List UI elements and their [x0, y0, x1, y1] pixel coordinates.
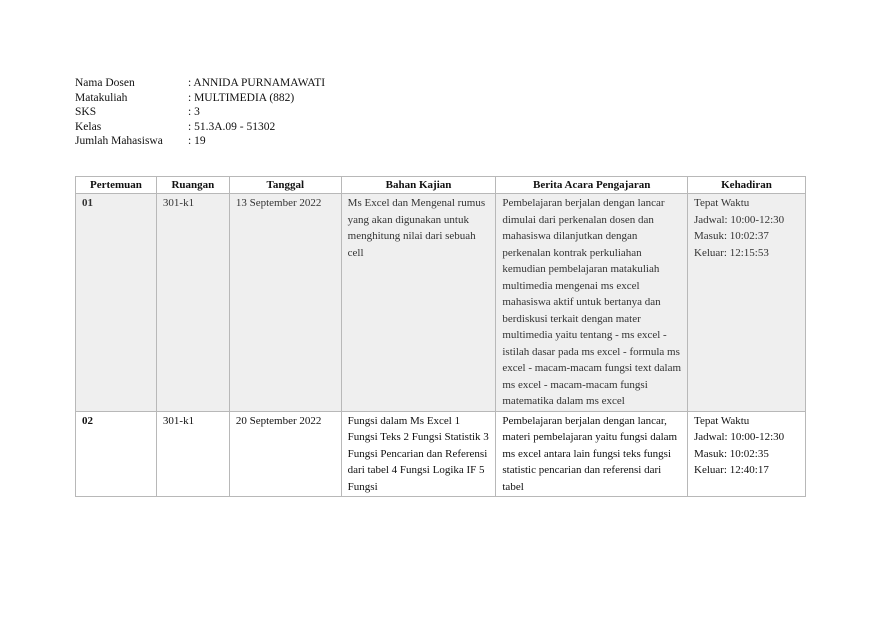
- info-label: Jumlah Mahasiswa: [75, 135, 163, 147]
- header-bahan-kajian: Bahan Kajian: [341, 177, 496, 194]
- cell-kehadiran: [688, 194, 806, 412]
- kehadiran-keluar: Keluar: 12:40:17: [694, 464, 769, 476]
- info-label: Nama Dosen: [75, 77, 135, 89]
- info-value: : 3: [188, 106, 200, 118]
- header-kehadiran: Kehadiran: [688, 177, 806, 194]
- info-row-matakuliah: [75, 91, 325, 106]
- header-berita-acara: Berita Acara Pengajaran: [496, 177, 688, 194]
- cell-tanggal: 20 September 2022: [229, 411, 341, 496]
- cell-ruangan: 301-k1: [156, 194, 229, 412]
- kehadiran-jadwal: Jadwal: 10:00-12:30: [694, 213, 785, 226]
- info-value: : ANNIDA PURNAMAWATI: [188, 77, 326, 89]
- info-label: Kelas: [75, 120, 102, 133]
- header-ruangan: Ruangan: [156, 177, 229, 194]
- cell-bahan-kajian: [341, 411, 496, 496]
- kehadiran-jadwal: Jadwal: 10:00-12:30: [694, 431, 785, 443]
- info-label: SKS: [75, 106, 97, 118]
- cell-pertemuan: 02: [76, 411, 157, 496]
- header-pertemuan: Pertemuan: [76, 177, 157, 194]
- cell-kehadiran: [688, 411, 806, 496]
- kehadiran-status: Tepat Waktu: [694, 197, 750, 209]
- info-row-kelas: [75, 120, 325, 135]
- cell-bahan-kajian: Ms Excel dan Mengenal rumus yang akan digunakan untuk menghitung nilai dari sebuah cell: [341, 194, 496, 412]
- info-label: Matakuliah: [75, 91, 128, 104]
- info-row-dosen: [75, 76, 325, 91]
- info-row-jumlah: [75, 134, 325, 149]
- kehadiran-status: Tepat Waktu: [694, 414, 750, 427]
- info-value: : 19: [188, 135, 206, 147]
- lecture-info: [75, 76, 325, 149]
- cell-berita-acara: [496, 411, 688, 496]
- cell-pertemuan: 01: [76, 194, 157, 412]
- cell-tanggal: 13 September 2022: [229, 194, 341, 412]
- info-row-sks: [75, 105, 325, 120]
- berita-acara-text: Pembelajaran berjalan dengan lancar, materi pembelajaran yaitu fungsi dalam ms excel antara lain fungsi teks fungsi statistic pencarian dan referensi dari tabel: [502, 414, 678, 493]
- cell-berita-acara: Pembelajaran berjalan dengan lancar dimulai dari perkenalan dosen dan mahasiswa dilanjutkan dengan perkenalan kontrak perkuliahan kemudian pembelajaran matakuliah multimedia mengenai ms excel mahasiswa aktif untuk bertanya dan berdiskusi terkait dengan mater multimedia yaitu tentang - ms excel - istilah dasar pada ms excel - formula ms excel - macam-macam fungsi text dalam ms excel - macam-macam fungsi matematika dalam ms excel: [496, 194, 688, 412]
- table-row: [76, 194, 806, 412]
- header-tanggal: Tanggal: [229, 177, 341, 194]
- table-header-row: [76, 177, 806, 194]
- cell-ruangan: 301-k1: [156, 411, 229, 496]
- bahan-kajian-text: Fungsi dalam Ms Excel 1 Fungsi Teks 2 Fungsi Statistik 3 Fungsi Pencarian dan Referensi dari tabel 4 Fungsi Logika IF 5 Fungsi: [347, 414, 489, 493]
- kehadiran-keluar: Keluar: 12:15:53: [694, 246, 769, 259]
- info-value: : MULTIMEDIA (882): [188, 91, 295, 104]
- teaching-log-table: [75, 176, 806, 497]
- table-row: [76, 411, 806, 496]
- info-value: : 51.3A.09 - 51302: [188, 120, 276, 133]
- kehadiran-masuk: Masuk: 10:02:37: [694, 230, 769, 242]
- kehadiran-masuk: Masuk: 10:02:35: [694, 447, 769, 460]
